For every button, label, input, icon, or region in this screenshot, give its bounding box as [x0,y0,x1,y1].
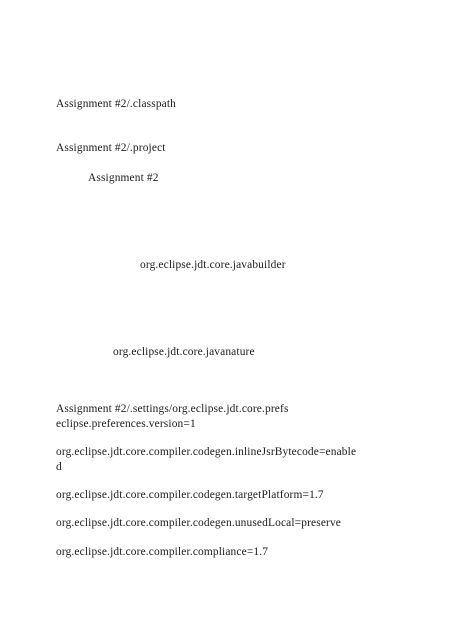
build-command-name: org.eclipse.jdt.core.javabuilder [140,259,286,271]
project-nature: org.eclipse.jdt.core.javanature [113,346,255,358]
pref-line-continuation: d [56,461,62,473]
file-path-classpath: Assignment #2/.classpath [56,98,177,110]
pref-line: org.eclipse.jdt.core.compiler.codegen.inlineJsrBytecode=enable [56,446,357,458]
file-path-project: Assignment #2/.project [56,142,166,154]
project-name: Assignment #2 [88,172,159,184]
pref-line: org.eclipse.jdt.core.compiler.codegen.targetPlatform=1.7 [56,489,324,501]
pref-line: org.eclipse.jdt.core.compiler.codegen.unusedLocal=preserve [56,517,342,529]
pref-line: org.eclipse.jdt.core.compiler.compliance=1.7 [56,546,269,558]
file-path-prefs: Assignment #2/.settings/org.eclipse.jdt.core.prefs [56,403,289,415]
pref-line: eclipse.preferences.version=1 [56,418,196,430]
